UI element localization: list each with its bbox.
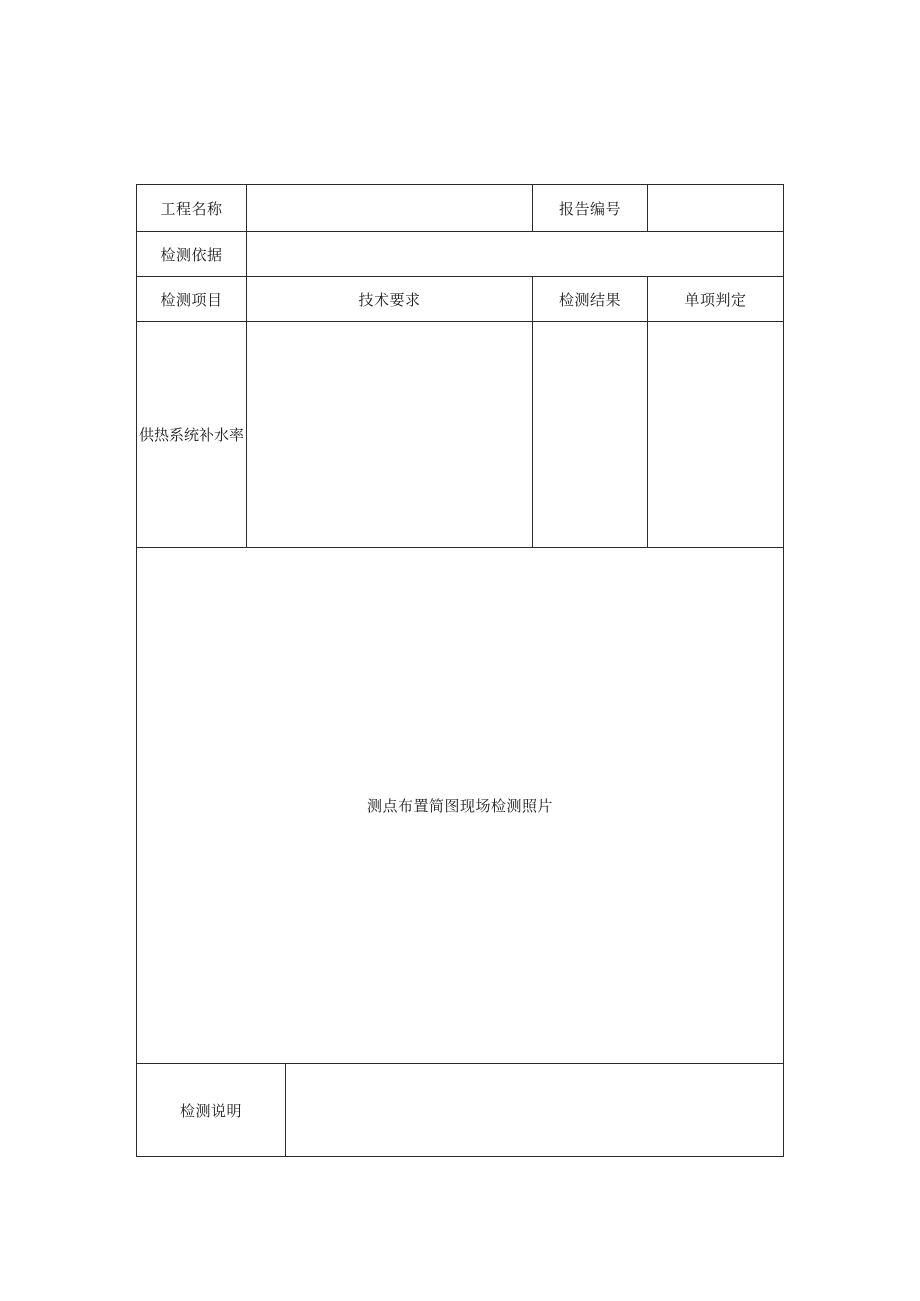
notes-field[interactable] [286, 1064, 783, 1156]
photo-section-label: 测点布置简图现场检测照片 [366, 797, 553, 815]
notes-label: 检测说明 [179, 1101, 242, 1120]
header-item: 检测项目 [160, 290, 223, 309]
report-no-label: 报告编号 [558, 199, 621, 218]
project-name-label: 工程名称 [160, 199, 223, 218]
header-result: 检测结果 [558, 290, 621, 309]
report-no-field[interactable] [648, 185, 783, 231]
header-requirement: 技术要求 [358, 290, 421, 309]
basis-field[interactable] [247, 232, 783, 276]
item-name: 供热系统补水率 [138, 426, 244, 444]
header-judgement: 单项判定 [684, 290, 747, 309]
judgement-field[interactable] [648, 322, 783, 547]
requirement-field[interactable] [247, 322, 532, 547]
inspection-report-form [136, 184, 784, 1157]
basis-label: 检测依据 [160, 245, 223, 264]
project-name-field[interactable] [247, 185, 532, 231]
result-field[interactable] [533, 322, 647, 547]
